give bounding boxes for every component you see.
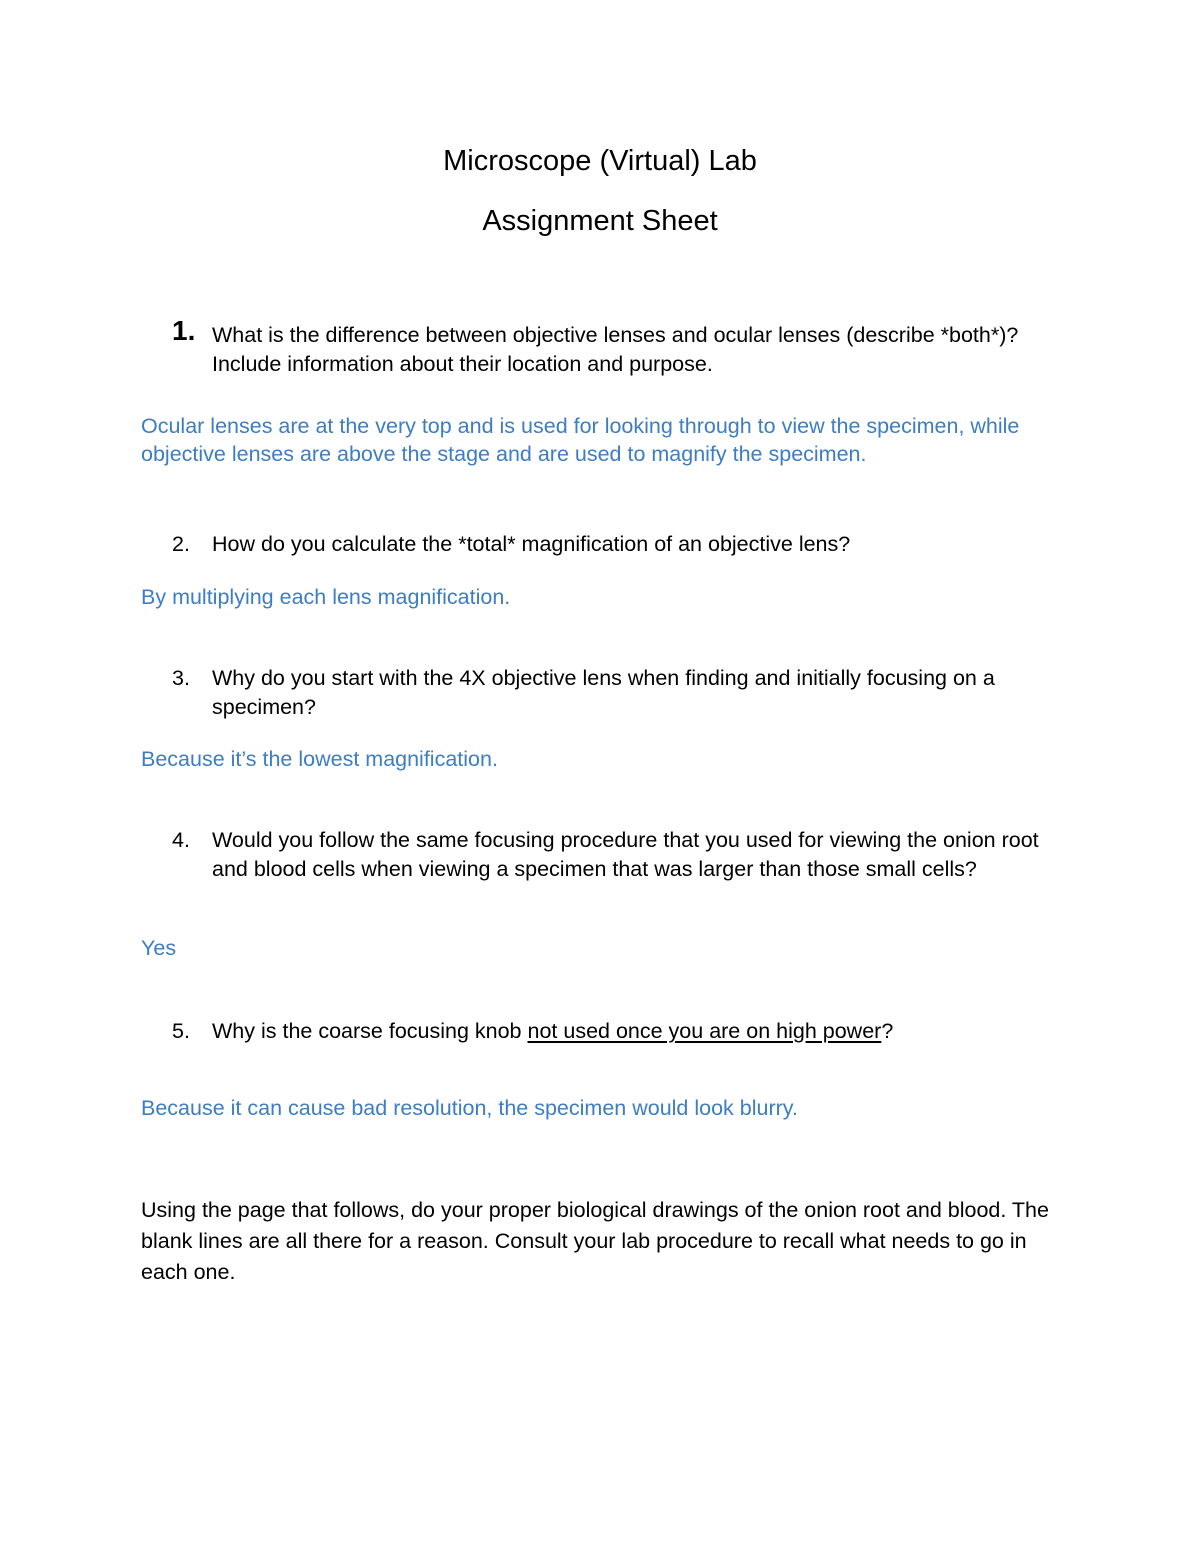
question-5 <box>172 1017 1072 1046</box>
answer-2: By multiplying each lens magnification. <box>141 585 511 609</box>
question-text: What is the difference between objective lenses and ocular lenses (describe *both*)? Include information about their location and purpose. <box>212 323 1019 376</box>
question-text: Would you follow the same focusing procedure that you used for viewing the onion root and blood cells when viewing a specimen that was larger than those small cells? <box>212 828 1039 881</box>
question-number: 5. <box>172 1019 190 1043</box>
answer-4: Yes <box>141 936 177 960</box>
instructions-paragraph: Using the page that follows, do your proper biological drawings of the onion root and blood. The blank lines are all there for a reason. Consult your lab procedure to recall what needs to go in each one. <box>141 1198 1049 1284</box>
question-number: 3. <box>172 666 190 690</box>
question-2 <box>172 530 1072 559</box>
question-3 <box>172 664 1072 721</box>
question-text-start: Why is the coarse focusing knob <box>212 1019 528 1043</box>
question-text: Why do you start with the 4X objective lens when finding and initially focusing on a specimen? <box>212 666 995 719</box>
document-subtitle: Assignment Sheet <box>482 205 718 237</box>
answer-3: Because it’s the lowest magnification. <box>141 747 498 771</box>
answer-5: Because it can cause bad resolution, the specimen would look blurry. <box>141 1096 798 1120</box>
question-text-underlined: not used once you are on high power <box>527 1019 882 1043</box>
question-number: 1. <box>172 315 196 346</box>
question-number: 4. <box>172 828 190 852</box>
answer-1: Ocular lenses are at the very top and is used for looking through to view the specimen, while objective lenses are above the stage and are used to magnify the specimen. <box>141 414 1020 466</box>
document-title: Microscope (Virtual) Lab <box>443 145 757 177</box>
question-text-end: ? <box>881 1019 894 1043</box>
question-number: 2. <box>172 532 190 556</box>
question-text: How do you calculate the *total* magnification of an objective lens? <box>212 532 851 556</box>
question-1 <box>172 315 1072 378</box>
question-text <box>212 1017 1072 1046</box>
question-4 <box>172 826 1072 883</box>
